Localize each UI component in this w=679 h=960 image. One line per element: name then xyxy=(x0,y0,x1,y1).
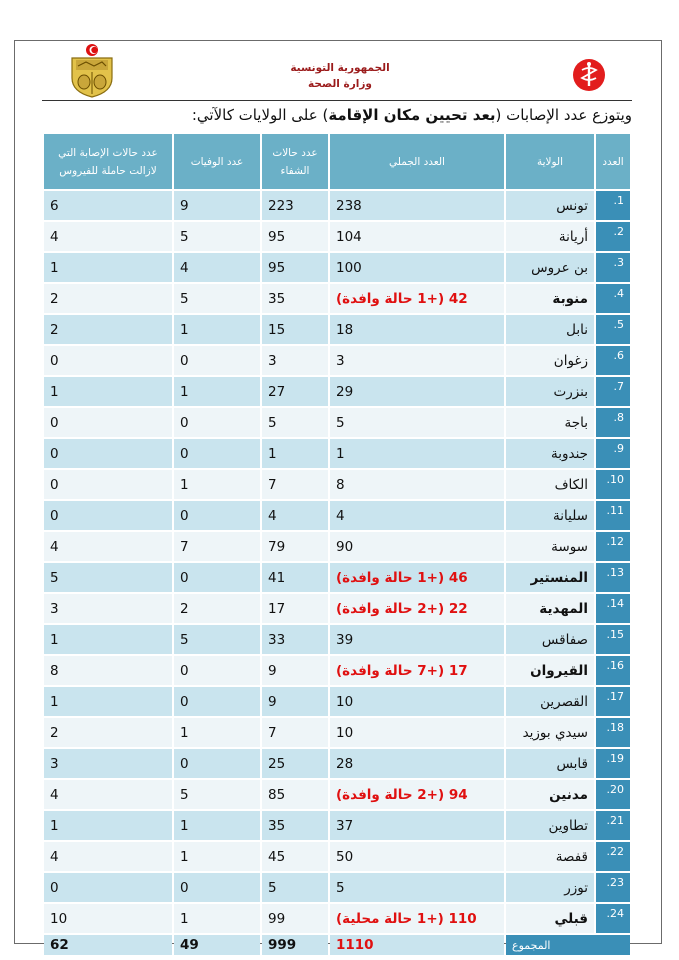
row-governorate: المنستير xyxy=(506,563,594,592)
row-total-note: (+7 حالة وافدة) xyxy=(336,662,449,679)
row-number: 23. xyxy=(596,873,630,902)
row-deaths: 5 xyxy=(174,284,260,313)
row-number: 20. xyxy=(596,780,630,809)
row-recovered: 7 xyxy=(262,718,328,747)
row-deaths: 9 xyxy=(174,191,260,220)
table-row xyxy=(44,222,630,251)
row-number: 1. xyxy=(596,191,630,220)
row-number: 4. xyxy=(596,284,630,313)
row-governorate: قفصة xyxy=(506,842,594,871)
row-total xyxy=(330,625,504,654)
table-sum-row xyxy=(44,935,630,955)
row-total xyxy=(330,842,504,871)
col-header-total: العدد الجملي xyxy=(330,134,504,189)
row-number: 7. xyxy=(596,377,630,406)
row-total xyxy=(330,811,504,840)
row-deaths: 7 xyxy=(174,532,260,561)
table-row xyxy=(44,687,630,716)
row-total xyxy=(330,253,504,282)
table-row xyxy=(44,408,630,437)
row-total-value: 94 xyxy=(448,786,468,803)
table-row xyxy=(44,594,630,623)
table-row xyxy=(44,315,630,344)
row-active: 4 xyxy=(44,842,172,871)
row-governorate: زغوان xyxy=(506,346,594,375)
table-row xyxy=(44,842,630,871)
row-governorate: جندوبة xyxy=(506,439,594,468)
row-active: 5 xyxy=(44,563,172,592)
row-deaths: 5 xyxy=(174,625,260,654)
table-row xyxy=(44,780,630,809)
row-total xyxy=(330,594,504,623)
row-governorate: سوسة xyxy=(506,532,594,561)
row-deaths: 5 xyxy=(174,780,260,809)
row-total-value: 50 xyxy=(336,848,354,865)
row-total-note: (+1 حالة محلية) xyxy=(336,910,449,927)
row-total xyxy=(330,563,504,592)
row-number: 5. xyxy=(596,315,630,344)
row-total-note: (+1 حالة وافدة) xyxy=(336,290,449,307)
row-recovered: 95 xyxy=(262,222,328,251)
ministry-line2: وزارة الصحة xyxy=(308,78,372,90)
table-row xyxy=(44,718,630,747)
row-total-note: (+1 حالة وافدة) xyxy=(336,569,449,586)
row-active: 2 xyxy=(44,718,172,747)
row-recovered: 35 xyxy=(262,811,328,840)
row-recovered: 35 xyxy=(262,284,328,313)
row-active: 1 xyxy=(44,811,172,840)
table-row xyxy=(44,191,630,220)
row-total-value: 5 xyxy=(336,879,345,896)
col-header-number: العدد xyxy=(596,134,630,189)
row-number: 13. xyxy=(596,563,630,592)
row-deaths: 0 xyxy=(174,873,260,902)
row-deaths: 2 xyxy=(174,594,260,623)
row-governorate: قابس xyxy=(506,749,594,778)
row-number: 11. xyxy=(596,501,630,530)
row-deaths: 1 xyxy=(174,842,260,871)
row-total-value: 1 xyxy=(336,445,345,462)
row-active: 3 xyxy=(44,749,172,778)
row-active: 6 xyxy=(44,191,172,220)
row-governorate: سليانة xyxy=(506,501,594,530)
row-recovered: 9 xyxy=(262,656,328,685)
intro-text xyxy=(40,106,632,124)
table-row xyxy=(44,377,630,406)
row-total xyxy=(330,718,504,747)
row-active: 0 xyxy=(44,470,172,499)
row-governorate: باجة xyxy=(506,408,594,437)
row-deaths: 4 xyxy=(174,253,260,282)
row-total-value: 46 xyxy=(448,569,468,586)
ministry-line1: الجمهورية التونسية xyxy=(290,62,390,74)
row-governorate: صفاقس xyxy=(506,625,594,654)
row-active: 0 xyxy=(44,408,172,437)
row-total-value: 28 xyxy=(336,755,354,772)
row-active: 0 xyxy=(44,439,172,468)
row-recovered: 25 xyxy=(262,749,328,778)
row-total xyxy=(330,284,504,313)
row-deaths: 1 xyxy=(174,811,260,840)
row-total xyxy=(330,687,504,716)
row-active: 4 xyxy=(44,222,172,251)
row-governorate: تطاوين xyxy=(506,811,594,840)
table-row xyxy=(44,873,630,902)
table-body xyxy=(44,191,630,955)
row-recovered: 4 xyxy=(262,501,328,530)
row-total xyxy=(330,749,504,778)
row-total xyxy=(330,222,504,251)
row-total xyxy=(330,439,504,468)
row-total-note: (+2 حالة وافدة) xyxy=(336,786,449,803)
table-row xyxy=(44,749,630,778)
row-governorate: نابل xyxy=(506,315,594,344)
row-recovered: 5 xyxy=(262,408,328,437)
table-row xyxy=(44,470,630,499)
row-total-value: 29 xyxy=(336,383,354,400)
row-active: 4 xyxy=(44,780,172,809)
row-deaths: 0 xyxy=(174,656,260,685)
col-header-deaths: عدد الوفيات xyxy=(174,134,260,189)
row-recovered: 27 xyxy=(262,377,328,406)
row-recovered: 7 xyxy=(262,470,328,499)
sum-total xyxy=(330,935,504,955)
health-ministry-logo-icon xyxy=(572,58,606,92)
row-total xyxy=(330,470,504,499)
row-active: 1 xyxy=(44,377,172,406)
row-total-value: 17 xyxy=(448,662,468,679)
row-active: 4 xyxy=(44,532,172,561)
row-total-value: 22 xyxy=(448,600,468,617)
row-number: 3. xyxy=(596,253,630,282)
row-governorate: مدنين xyxy=(506,780,594,809)
row-recovered: 99 xyxy=(262,904,328,933)
row-recovered: 3 xyxy=(262,346,328,375)
row-deaths: 1 xyxy=(174,904,260,933)
row-number: 17. xyxy=(596,687,630,716)
row-deaths: 5 xyxy=(174,222,260,251)
row-deaths: 1 xyxy=(174,470,260,499)
row-recovered: 85 xyxy=(262,780,328,809)
row-total-value: 42 xyxy=(448,290,468,307)
row-total xyxy=(330,780,504,809)
intro-post: ) على الولايات كالآتي: xyxy=(191,106,329,124)
row-total xyxy=(330,377,504,406)
row-total-value: 110 xyxy=(448,910,477,927)
table-row xyxy=(44,563,630,592)
row-number: 19. xyxy=(596,749,630,778)
row-active: 0 xyxy=(44,501,172,530)
row-number: 9. xyxy=(596,439,630,468)
row-total xyxy=(330,904,504,933)
row-recovered: 33 xyxy=(262,625,328,654)
row-active: 1 xyxy=(44,625,172,654)
row-total-value: 10 xyxy=(336,693,354,710)
row-governorate: القيروان xyxy=(506,656,594,685)
row-active: 1 xyxy=(44,687,172,716)
row-total xyxy=(330,315,504,344)
sum-deaths: 49 xyxy=(174,935,260,955)
row-recovered: 5 xyxy=(262,873,328,902)
row-total-value: 104 xyxy=(336,228,362,245)
sum-active: 62 xyxy=(44,935,172,955)
row-number: 24. xyxy=(596,904,630,933)
row-total-value: 5 xyxy=(336,414,345,431)
row-number: 14. xyxy=(596,594,630,623)
row-active: 1 xyxy=(44,253,172,282)
row-number: 21. xyxy=(596,811,630,840)
row-active: 0 xyxy=(44,873,172,902)
row-number: 6. xyxy=(596,346,630,375)
row-governorate: قبلي xyxy=(506,904,594,933)
row-total xyxy=(330,532,504,561)
row-total xyxy=(330,346,504,375)
row-total xyxy=(330,873,504,902)
table-row xyxy=(44,501,630,530)
row-recovered: 15 xyxy=(262,315,328,344)
table-row xyxy=(44,904,630,933)
row-number: 8. xyxy=(596,408,630,437)
row-recovered: 95 xyxy=(262,253,328,282)
row-total-value: 8 xyxy=(336,476,345,493)
ministry-header xyxy=(270,60,410,92)
row-recovered: 9 xyxy=(262,687,328,716)
row-deaths: 0 xyxy=(174,501,260,530)
table-row xyxy=(44,625,630,654)
intro-pre: ويتوزع عدد الإصابات ( xyxy=(495,106,632,124)
row-active: 2 xyxy=(44,315,172,344)
row-recovered: 1 xyxy=(262,439,328,468)
row-governorate: بن عروس xyxy=(506,253,594,282)
row-total-value: 4 xyxy=(336,507,345,524)
row-recovered: 17 xyxy=(262,594,328,623)
row-deaths: 0 xyxy=(174,563,260,592)
table-row xyxy=(44,439,630,468)
row-deaths: 0 xyxy=(174,439,260,468)
sum-label: المجموع xyxy=(506,935,630,955)
sum-recovered: 999 xyxy=(262,935,328,955)
row-total-value: 3 xyxy=(336,352,345,369)
cases-table xyxy=(42,132,632,957)
row-active: 2 xyxy=(44,284,172,313)
table-row xyxy=(44,284,630,313)
row-governorate: تونس xyxy=(506,191,594,220)
row-total-value: 90 xyxy=(336,538,354,555)
row-recovered: 223 xyxy=(262,191,328,220)
row-deaths: 0 xyxy=(174,346,260,375)
row-number: 16. xyxy=(596,656,630,685)
row-deaths: 0 xyxy=(174,749,260,778)
sum-total-value: 1110 xyxy=(336,937,374,953)
row-number: 18. xyxy=(596,718,630,747)
row-total-value: 10 xyxy=(336,724,354,741)
row-governorate: أريانة xyxy=(506,222,594,251)
table-row xyxy=(44,811,630,840)
row-total xyxy=(330,191,504,220)
row-total xyxy=(330,501,504,530)
row-recovered: 79 xyxy=(262,532,328,561)
row-governorate: الكاف xyxy=(506,470,594,499)
row-recovered: 45 xyxy=(262,842,328,871)
col-header-recovered: عدد حالات الشفاء xyxy=(262,134,328,189)
row-number: 12. xyxy=(596,532,630,561)
row-governorate: المهدية xyxy=(506,594,594,623)
row-deaths: 0 xyxy=(174,687,260,716)
table-header-row xyxy=(44,134,630,189)
table-row xyxy=(44,346,630,375)
col-header-governorate: الولاية xyxy=(506,134,594,189)
row-governorate: القصرين xyxy=(506,687,594,716)
table-row xyxy=(44,253,630,282)
header-divider xyxy=(42,100,632,101)
row-governorate: توزر xyxy=(506,873,594,902)
row-deaths: 1 xyxy=(174,377,260,406)
row-deaths: 1 xyxy=(174,315,260,344)
row-total-value: 37 xyxy=(336,817,354,834)
row-number: 22. xyxy=(596,842,630,871)
intro-bold: بعد تحيين مكان الإقامة xyxy=(328,106,496,124)
table-row xyxy=(44,656,630,685)
row-governorate: بنزرت xyxy=(506,377,594,406)
row-total-value: 238 xyxy=(336,197,362,214)
col-header-active: عدد حالات الإصابة التي لازالت حاملة للفيروس xyxy=(44,134,172,189)
row-total-value: 18 xyxy=(336,321,354,338)
row-deaths: 1 xyxy=(174,718,260,747)
row-total-value: 39 xyxy=(336,631,354,648)
row-total-value: 100 xyxy=(336,259,362,276)
row-number: 15. xyxy=(596,625,630,654)
row-active: 10 xyxy=(44,904,172,933)
row-active: 0 xyxy=(44,346,172,375)
row-governorate: سيدي بوزيد xyxy=(506,718,594,747)
row-total-note: (+2 حالة وافدة) xyxy=(336,600,449,617)
row-deaths: 0 xyxy=(174,408,260,437)
row-total xyxy=(330,408,504,437)
row-active: 8 xyxy=(44,656,172,685)
row-active: 3 xyxy=(44,594,172,623)
row-number: 10. xyxy=(596,470,630,499)
row-total xyxy=(330,656,504,685)
coat-of-arms-icon xyxy=(66,42,118,98)
row-number: 2. xyxy=(596,222,630,251)
row-governorate: منوبة xyxy=(506,284,594,313)
table-row xyxy=(44,532,630,561)
row-recovered: 41 xyxy=(262,563,328,592)
